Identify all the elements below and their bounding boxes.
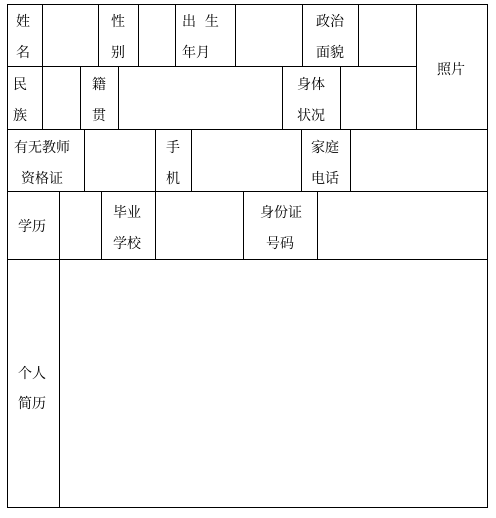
row2-divider: [282, 66, 283, 130]
school-label: 学校: [113, 236, 141, 252]
education-value-cell[interactable]: [60, 192, 101, 259]
teacher-cert-value-cell[interactable]: [85, 130, 155, 191]
home-phone-label: 电话: [311, 171, 339, 187]
table-border-left: [7, 4, 8, 508]
resume-label: 个人: [18, 366, 46, 382]
native-place-label: 籍: [92, 77, 106, 93]
ethnicity-label: 民: [13, 77, 27, 93]
native-place-value-cell[interactable]: [119, 67, 282, 129]
political-status-label: 面貌: [316, 45, 344, 61]
political-status-label: 政治: [316, 14, 344, 30]
table-border-bottom: [7, 507, 488, 508]
education-label: 学历: [18, 219, 46, 235]
school-value-cell[interactable]: [156, 192, 243, 259]
mobile-label: 手: [166, 140, 180, 156]
name-label: 姓: [16, 14, 30, 30]
row4-divider: [101, 191, 102, 260]
table-border-right: [487, 4, 488, 508]
row3-divider: [301, 129, 302, 192]
photo-label: 照片: [437, 62, 465, 78]
teacher-cert-label: 有无教师: [14, 140, 70, 156]
resume-label: 简历: [18, 396, 46, 412]
health-label: 身体: [297, 77, 325, 93]
row1-divider: [98, 4, 99, 67]
mobile-value-cell[interactable]: [192, 130, 301, 191]
political-status-value-cell[interactable]: [359, 5, 416, 66]
home-phone-label: 家庭: [311, 140, 339, 156]
native-place-label: 贯: [92, 108, 106, 124]
teacher-cert-label: 资格证: [21, 171, 63, 187]
gender-label: 别: [111, 45, 125, 61]
birth-date-label: 年月: [182, 45, 210, 61]
name-label: 名: [16, 45, 30, 61]
health-label: 状况: [297, 108, 325, 124]
home-phone-value-cell[interactable]: [351, 130, 487, 191]
row1-divider: [175, 4, 176, 67]
row2-divider: [80, 66, 81, 130]
ethnicity-value-cell[interactable]: [43, 67, 80, 129]
health-value-cell[interactable]: [341, 67, 416, 129]
name-value-cell[interactable]: [43, 5, 98, 66]
gender-value-cell[interactable]: [139, 5, 175, 66]
row4-divider: [243, 191, 244, 260]
id-number-label: 号码: [266, 236, 294, 252]
school-label: 毕业: [113, 205, 141, 221]
birth-date-label: 出 生: [182, 14, 219, 30]
id-number-label: 身份证: [260, 205, 302, 221]
resume-value-cell[interactable]: [60, 260, 487, 507]
mobile-label: 机: [166, 171, 180, 187]
id-number-value-cell[interactable]: [318, 192, 487, 259]
row1-divider: [302, 4, 303, 67]
birth-date-value-cell[interactable]: [236, 5, 302, 66]
ethnicity-label: 族: [13, 108, 27, 124]
row3-divider: [155, 129, 156, 192]
gender-label: 性: [111, 14, 125, 30]
